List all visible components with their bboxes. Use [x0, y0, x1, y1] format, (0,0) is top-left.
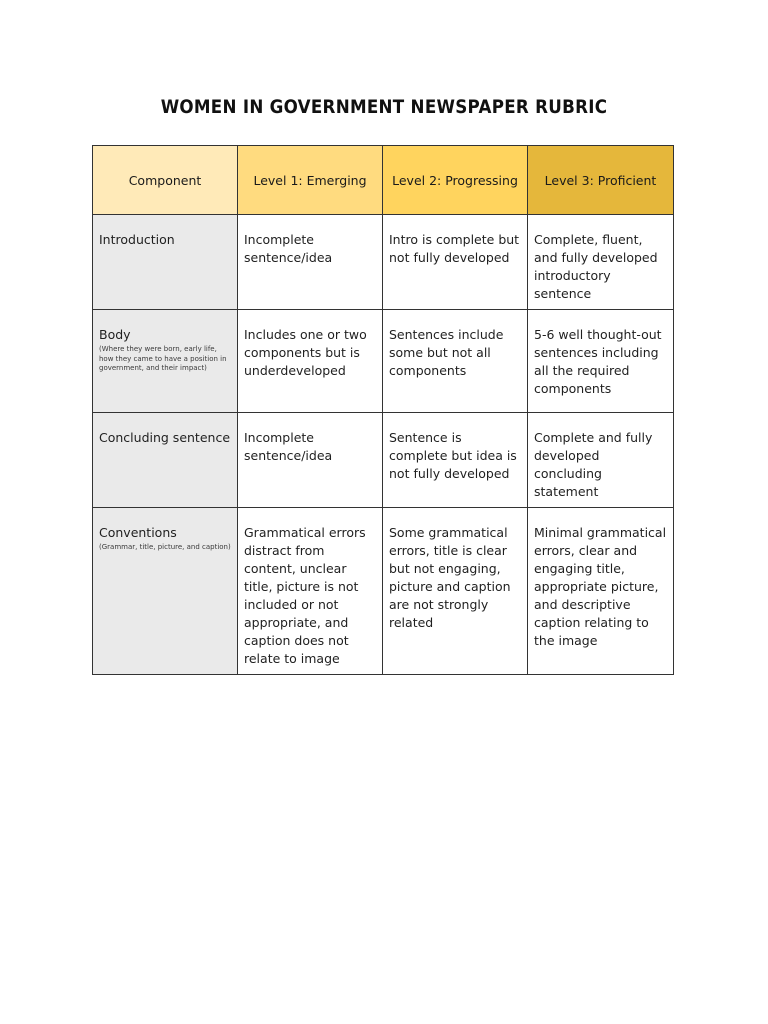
- level-3-text: Complete, fluent, and fully developed introductory sentence: [534, 232, 658, 301]
- level-2-text: Intro is complete but not fully developed: [389, 232, 520, 265]
- level-3-cell: [528, 215, 674, 310]
- level-2-cell: [383, 413, 528, 508]
- component-cell: [93, 508, 238, 675]
- level-1-text: Incomplete sentence/idea: [244, 232, 333, 265]
- page-title: WOMEN IN GOVERNMENT NEWSPAPER RUBRIC: [160, 96, 608, 118]
- level-1-cell: [238, 310, 383, 413]
- level-2-cell: [383, 508, 528, 675]
- level-2-text: Sentences include some but not all components: [389, 327, 504, 378]
- table-row: [93, 215, 674, 310]
- component-label: Body: [99, 327, 131, 342]
- rubric-table: [92, 145, 674, 675]
- component-label: Concluding sentence: [99, 430, 231, 445]
- level-2-cell: [383, 310, 528, 413]
- level-2-text: Sentence is complete but idea is not fully developed: [389, 430, 517, 481]
- level-1-text: Includes one or two components but is underdeveloped: [244, 327, 367, 378]
- component-cell: [93, 215, 238, 310]
- component-label: Conventions: [99, 525, 177, 540]
- table-row: [93, 310, 674, 413]
- level-1-cell: [238, 413, 383, 508]
- header-level-3: Level 3: Proficient: [528, 146, 674, 215]
- header-level-2: Level 2: Progressing: [383, 146, 528, 215]
- component-label: Introduction: [99, 232, 175, 247]
- level-2-cell: [383, 215, 528, 310]
- header-component: Component: [93, 146, 238, 215]
- component-cell: [93, 310, 238, 413]
- level-2-text: Some grammatical errors, title is clear but not engaging, picture and caption are not strongly related: [389, 525, 511, 630]
- table-row: [93, 508, 674, 675]
- level-3-text: Minimal grammatical errors, clear and engaging title, appropriate picture, and descriptive caption relating to the image: [534, 525, 667, 648]
- component-note: (Where they were born, early life, how they came to have a position in government, and their impact): [99, 345, 227, 372]
- level-1-text: Incomplete sentence/idea: [244, 430, 333, 463]
- component-cell: [93, 413, 238, 508]
- level-1-text: Grammatical errors distract from content, unclear title, picture is not included or not appropriate, and caption does not relate to image: [244, 525, 366, 666]
- level-3-cell: [528, 310, 674, 413]
- level-3-text: 5-6 well thought-out sentences including all the required components: [534, 327, 662, 396]
- table-row: [93, 413, 674, 508]
- component-note: (Grammar, title, picture, and caption): [99, 543, 231, 551]
- level-3-cell: [528, 508, 674, 675]
- header-level-1: Level 1: Emerging: [238, 146, 383, 215]
- level-1-cell: [238, 215, 383, 310]
- level-1-cell: [238, 508, 383, 675]
- header-row: [93, 146, 674, 215]
- level-3-text: Complete and fully developed concluding statement: [534, 430, 653, 499]
- level-3-cell: [528, 413, 674, 508]
